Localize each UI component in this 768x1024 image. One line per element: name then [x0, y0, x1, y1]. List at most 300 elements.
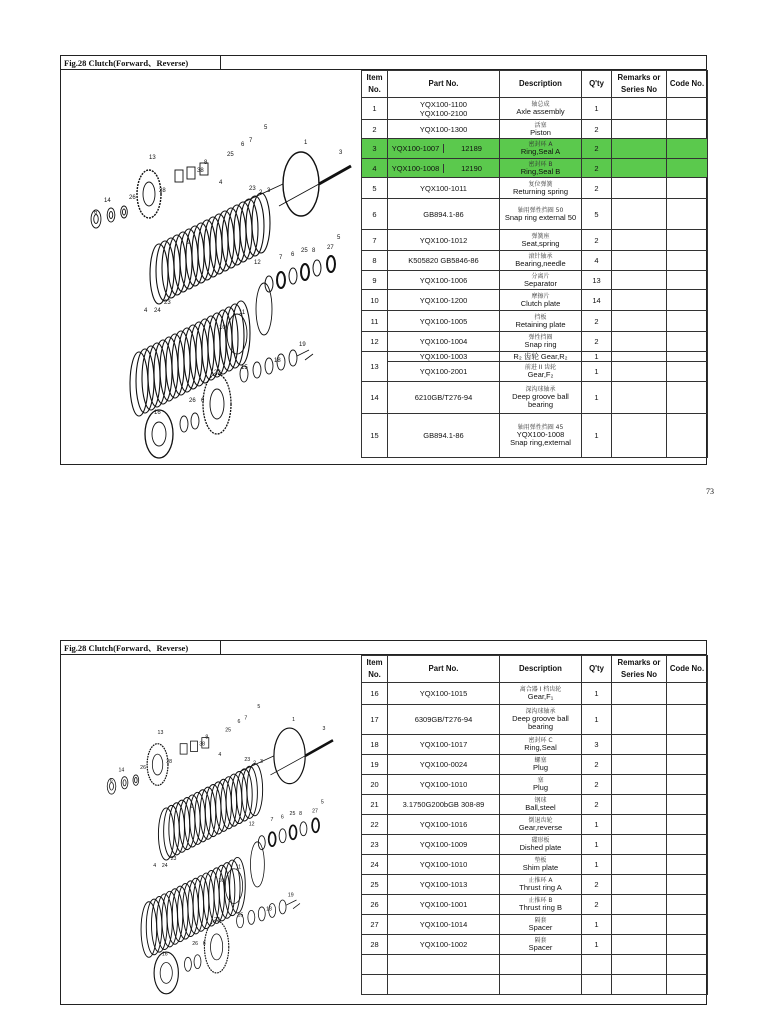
remarks-cell	[612, 98, 667, 120]
gear-part	[152, 754, 162, 775]
description-cell	[500, 775, 582, 795]
description-cn: 轴用弹性挡圈 50	[517, 206, 564, 214]
figure-title: Fig.28 Clutch(Forward、Reverse)	[61, 641, 221, 655]
code-cell	[667, 271, 708, 290]
description-cn: 钢球	[534, 797, 547, 804]
remarks-cell	[612, 755, 667, 775]
callout-number: 5	[320, 799, 324, 806]
description-en: Thrust ring A	[519, 883, 562, 892]
description-cn: 挡板	[534, 313, 547, 321]
figure-title: Fig.28 Clutch(Forward、Reverse)	[61, 56, 221, 70]
part-no-cell	[388, 362, 500, 382]
part-no: YQX100-1015	[419, 689, 468, 698]
callout-number: 8	[312, 248, 316, 254]
callout-number: 9	[187, 240, 191, 246]
empty-cell	[667, 955, 708, 975]
remarks-cell	[612, 795, 667, 815]
remarks-cell	[612, 311, 667, 332]
table-row	[362, 178, 708, 199]
table-row	[362, 935, 708, 955]
callout-number: 15	[237, 912, 244, 919]
remarks-cell	[612, 271, 667, 290]
part-no-cell	[388, 683, 500, 705]
description-en: Snap ring	[524, 340, 557, 349]
part-no: YQX100-2100	[419, 108, 468, 118]
callout-number: 24	[161, 863, 168, 869]
code-cell	[667, 332, 708, 352]
description-cn: 活塞	[534, 121, 547, 129]
description-cn: 轴用弹性挡圈 45	[517, 424, 564, 431]
header-desc: Description	[500, 656, 582, 683]
part-alt-no: 12189	[443, 144, 499, 153]
ring-part	[301, 264, 309, 280]
description-cell	[500, 178, 582, 199]
table-row	[362, 362, 708, 382]
description-en: Plug	[532, 783, 548, 792]
code-cell	[667, 98, 708, 120]
description-cn: 弹性挡圈	[528, 334, 553, 341]
part-no-cell	[388, 775, 500, 795]
callout-number: 3	[267, 188, 271, 194]
code-cell	[667, 362, 708, 382]
table-row	[362, 755, 708, 775]
code-cell	[667, 895, 708, 915]
description-en: Retaining plate	[515, 319, 566, 329]
callout-number: 24	[154, 308, 161, 314]
gear-part	[210, 389, 224, 419]
callout-number: 25	[227, 152, 234, 158]
code-cell	[667, 352, 708, 362]
code-cell	[667, 855, 708, 875]
callout-number: 12	[254, 260, 261, 266]
description-en: YQX100-1008	[516, 430, 565, 439]
callout-number: 6	[109, 777, 113, 784]
remarks-cell	[612, 705, 667, 735]
callout-number: 2	[253, 760, 256, 767]
description-cell	[500, 755, 582, 775]
bearing-part	[187, 167, 195, 179]
remarks-cell	[612, 895, 667, 915]
callout-number: 8	[299, 810, 303, 817]
part-no: GB894.1-86	[423, 431, 464, 440]
callout-number: 4	[153, 863, 157, 869]
remarks-cell	[612, 835, 667, 855]
qty-cell: 2	[582, 895, 612, 915]
callout-number: 3	[322, 725, 326, 732]
description-en: Thrust ring B	[519, 903, 562, 912]
ring-part	[133, 775, 139, 785]
gear-part	[147, 744, 168, 786]
part-no-cell	[388, 755, 500, 775]
ring-part	[253, 362, 261, 378]
callout-number: 13	[149, 155, 156, 161]
ring-part	[327, 256, 335, 272]
table-row	[362, 271, 708, 290]
code-cell	[667, 875, 708, 895]
table-row	[362, 414, 708, 458]
title-rule	[221, 641, 706, 655]
ring-part	[269, 832, 276, 846]
description-en: Gear,reverse	[518, 823, 563, 832]
ring-part	[300, 822, 307, 836]
table-row	[362, 835, 708, 855]
callout-number: 18	[266, 906, 272, 913]
callout-number: 38	[199, 741, 206, 748]
item-no: 9	[362, 271, 388, 290]
ring-part	[109, 212, 113, 219]
item-no: 15	[362, 414, 388, 458]
description-cn: 离合器 I 档齿轮	[519, 686, 562, 693]
callout-number: 23	[164, 300, 171, 306]
code-cell	[667, 795, 708, 815]
part-no-cell	[388, 815, 500, 835]
header-part: Part No.	[388, 71, 500, 98]
callout-number: 15	[241, 365, 248, 371]
remarks-cell	[612, 290, 667, 311]
part-no-cell	[388, 875, 500, 895]
part-no: YQX100-1100	[420, 99, 467, 109]
description-cn: 深沟球轴承	[525, 708, 556, 715]
callout-number: 3	[260, 758, 263, 765]
table-row	[362, 735, 708, 755]
part-no: YQX100-1002	[419, 940, 468, 949]
qty-cell: 2	[582, 311, 612, 332]
item-no: 10	[362, 290, 388, 311]
callout-number: 6	[201, 398, 205, 404]
qty-cell: 2	[582, 795, 612, 815]
qty-cell: 1	[582, 915, 612, 935]
qty-cell: 4	[582, 251, 612, 271]
code-cell	[667, 178, 708, 199]
bearing-part	[154, 952, 178, 994]
qty-cell: 2	[582, 139, 612, 159]
description-cell	[500, 251, 582, 271]
remarks-cell	[612, 120, 667, 139]
description-cell	[500, 159, 582, 178]
callout-number: 25	[301, 248, 308, 254]
part-no-split	[388, 164, 499, 173]
parts-panel-2	[60, 640, 707, 1005]
remarks-cell	[612, 139, 667, 159]
part-no: YQX100-1003	[419, 352, 468, 361]
description-cell	[500, 815, 582, 835]
description-cell	[500, 935, 582, 955]
part-no-split	[388, 144, 499, 153]
description-cell	[500, 120, 582, 139]
description-cell	[500, 915, 582, 935]
callout-number: 27	[312, 808, 318, 815]
remarks-cell	[612, 251, 667, 271]
header-item: Item No.	[362, 656, 388, 683]
callout-number: 5	[337, 235, 341, 241]
header-desc: Description	[500, 71, 582, 98]
callout-number: 7	[270, 816, 274, 823]
table-row	[362, 705, 708, 735]
description-cn: 螺塞	[534, 757, 547, 764]
remarks-cell	[612, 735, 667, 755]
header-code: Code No.	[667, 71, 708, 98]
part-no: YQX100-1017	[419, 740, 468, 749]
ring-part	[277, 272, 285, 288]
description-en: Bearing,needle	[515, 259, 566, 268]
code-cell	[667, 935, 708, 955]
description-cn: 垫板	[534, 857, 547, 864]
part-no: K505820 GB5846-86	[408, 256, 479, 265]
description-en: Plug	[532, 763, 548, 772]
shaft-part	[319, 166, 351, 184]
header-part: Part No.	[388, 656, 500, 683]
item-no: 18	[362, 735, 388, 755]
header-remarks: Remarks or Series No	[612, 656, 667, 683]
table-row	[362, 895, 708, 915]
description-cn: 摩擦片	[531, 292, 550, 300]
description-en: Clutch plate	[520, 298, 561, 308]
description-en: Gear,F₁	[527, 692, 554, 701]
remarks-cell	[612, 815, 667, 835]
item-no: 24	[362, 855, 388, 875]
description-en: Ball,steel	[525, 803, 556, 812]
description-en-extra: Snap ring,external	[510, 438, 571, 447]
callout-number: 6	[202, 941, 206, 948]
callout-number: 10	[219, 325, 226, 331]
remarks-cell	[612, 414, 667, 458]
clutch-exploded-diagram	[69, 84, 359, 464]
part-no: YQX100-2001	[419, 367, 468, 376]
item-no: 22	[362, 815, 388, 835]
code-cell	[667, 835, 708, 855]
callout-number: 5	[257, 704, 261, 711]
ring-part	[135, 778, 138, 783]
description-cn: 前进 II 齿轮	[524, 364, 557, 371]
table-row	[362, 139, 708, 159]
qty-cell: 13	[582, 271, 612, 290]
qty-cell: 1	[582, 815, 612, 835]
callout-number: 8	[205, 734, 209, 741]
qty-cell: 3	[582, 735, 612, 755]
callout-number: 28	[159, 188, 166, 194]
ring-part	[248, 910, 255, 924]
part-no-cell	[388, 332, 500, 352]
part-no: YQX100-1001	[419, 900, 468, 909]
code-cell	[667, 139, 708, 159]
item-no: 1	[362, 98, 388, 120]
ring-part	[265, 358, 273, 374]
plug-part	[297, 350, 313, 360]
code-cell	[667, 815, 708, 835]
part-no-cell	[388, 290, 500, 311]
part-no-cell	[388, 382, 500, 414]
remarks-cell	[612, 352, 667, 362]
description-cell	[500, 230, 582, 251]
callout-number: 26	[140, 764, 146, 771]
description-cn: 深沟球轴承	[525, 386, 556, 393]
code-cell	[667, 290, 708, 311]
callout-number: 26	[189, 398, 196, 404]
parts-table	[361, 655, 708, 995]
table-row	[362, 199, 708, 230]
code-cell	[667, 683, 708, 705]
remarks-cell	[612, 362, 667, 382]
item-no: 6	[362, 199, 388, 230]
callout-number: 6	[237, 718, 241, 725]
description-en: Spacer	[528, 923, 553, 932]
qty-cell: 1	[582, 98, 612, 120]
remarks-cell	[612, 159, 667, 178]
qty-cell: 1	[582, 683, 612, 705]
remarks-cell	[612, 230, 667, 251]
gear-part	[203, 374, 231, 434]
empty-cell	[612, 975, 667, 995]
item-no: 11	[362, 311, 388, 332]
qty-cell: 2	[582, 875, 612, 895]
part-no: YQX100-1200	[419, 295, 468, 305]
drum-part	[283, 152, 319, 216]
qty-cell: 2	[582, 120, 612, 139]
ring-part	[123, 780, 126, 786]
callout-number: 13	[157, 730, 164, 737]
callout-number: 10	[218, 877, 225, 884]
part-no-cell	[388, 735, 500, 755]
item-no: 12	[362, 332, 388, 352]
part-no: GB894.1-86	[423, 209, 464, 219]
callout-number: 6	[94, 210, 98, 216]
remarks-cell	[612, 915, 667, 935]
description-cn: 分离片	[531, 272, 550, 280]
description-cn: 隔套	[534, 917, 547, 924]
description-cell	[500, 382, 582, 414]
description-cell	[500, 290, 582, 311]
table-row-empty	[362, 975, 708, 995]
item-no: 25	[362, 875, 388, 895]
table-row	[362, 815, 708, 835]
item-no: 7	[362, 230, 388, 251]
part-no-cell	[388, 835, 500, 855]
qty-cell: 2	[582, 178, 612, 199]
part-no: YQX100-1010	[419, 780, 468, 789]
clutch-exploded-diagram	[69, 669, 359, 999]
part-no-cell	[388, 120, 500, 139]
table-row	[362, 251, 708, 271]
code-cell	[667, 414, 708, 458]
description-cell	[500, 414, 582, 458]
code-cell	[667, 159, 708, 178]
callout-number: 26	[129, 195, 136, 201]
description-cell	[500, 332, 582, 352]
remarks-cell	[612, 199, 667, 230]
item-no: 16	[362, 683, 388, 705]
callout-number: 9	[190, 803, 194, 810]
shaft-part	[305, 740, 333, 756]
description-en: Ring,Seal A	[520, 147, 561, 156]
ring-part	[191, 413, 199, 429]
table-row	[362, 915, 708, 935]
item-no: 13	[362, 352, 388, 382]
item-no: 3	[362, 139, 388, 159]
part-no-cell	[388, 271, 500, 290]
header-code: Code No.	[667, 656, 708, 683]
description-cn: 隔套	[534, 937, 547, 944]
qty-cell: 1	[582, 414, 612, 458]
callout-number: 23	[244, 757, 251, 764]
description-cell	[500, 875, 582, 895]
callout-number: 38	[197, 168, 204, 174]
description-cn: 密封环 B	[528, 160, 553, 168]
o-ring-part	[256, 283, 272, 335]
remarks-cell	[612, 332, 667, 352]
remarks-cell	[612, 775, 667, 795]
table-row	[362, 352, 708, 362]
empty-cell	[362, 955, 388, 975]
ring-part	[123, 209, 126, 215]
description-cn: 轴总成	[531, 101, 550, 108]
code-cell	[667, 251, 708, 271]
table-row	[362, 382, 708, 414]
description-cell	[500, 895, 582, 915]
callout-number: 16	[161, 951, 168, 958]
ring-part	[121, 206, 128, 218]
callout-number: 23	[170, 856, 177, 863]
qty-cell: 2	[582, 755, 612, 775]
bearing-part	[191, 741, 198, 751]
description-en: Returning spring	[512, 186, 569, 196]
item-no: 14	[362, 382, 388, 414]
ring-part	[313, 260, 321, 276]
part-no-cell	[388, 230, 500, 251]
bearing-part	[152, 422, 166, 446]
description-cell	[500, 352, 582, 362]
callout-number: 23	[249, 186, 256, 192]
part-no: YQX100-1012	[419, 235, 468, 245]
header-qty: Q'ty	[582, 656, 612, 683]
item-no: 20	[362, 775, 388, 795]
table-row-empty	[362, 955, 708, 975]
qty-cell: 1	[582, 352, 612, 362]
plug-part	[286, 900, 300, 909]
part-no-cell	[388, 935, 500, 955]
callout-number: 11	[239, 310, 246, 316]
bearing-part	[180, 744, 187, 754]
description-en: Deep groove ball bearing	[512, 392, 569, 409]
qty-cell: 2	[582, 332, 612, 352]
code-cell	[667, 775, 708, 795]
description-cn: 滚针轴承	[528, 253, 553, 260]
code-cell	[667, 230, 708, 251]
description-en: Gear,F₂	[527, 370, 554, 379]
part-no-cell	[388, 352, 500, 362]
empty-cell	[388, 955, 500, 975]
description-en: Axle assembly	[516, 107, 565, 116]
part-no-cell	[388, 98, 500, 120]
part-no-cell	[388, 895, 500, 915]
callout-number: 25	[289, 810, 296, 817]
parts-panel-1	[60, 55, 707, 465]
gear-part	[143, 182, 155, 206]
remarks-cell	[612, 178, 667, 199]
item-no: 2	[362, 120, 388, 139]
part-no-cell	[388, 251, 500, 271]
table-row	[362, 120, 708, 139]
description-cell	[500, 835, 582, 855]
description-en: Seat,spring	[521, 238, 560, 248]
code-cell	[667, 735, 708, 755]
item-no: 19	[362, 755, 388, 775]
description-cn: 倒退齿轮	[528, 817, 553, 824]
qty-cell: 1	[582, 855, 612, 875]
callout-number: 18	[274, 358, 281, 364]
part-alt-no: 12190	[443, 164, 499, 173]
part-no-cell	[388, 915, 500, 935]
bearing-part	[145, 410, 173, 458]
